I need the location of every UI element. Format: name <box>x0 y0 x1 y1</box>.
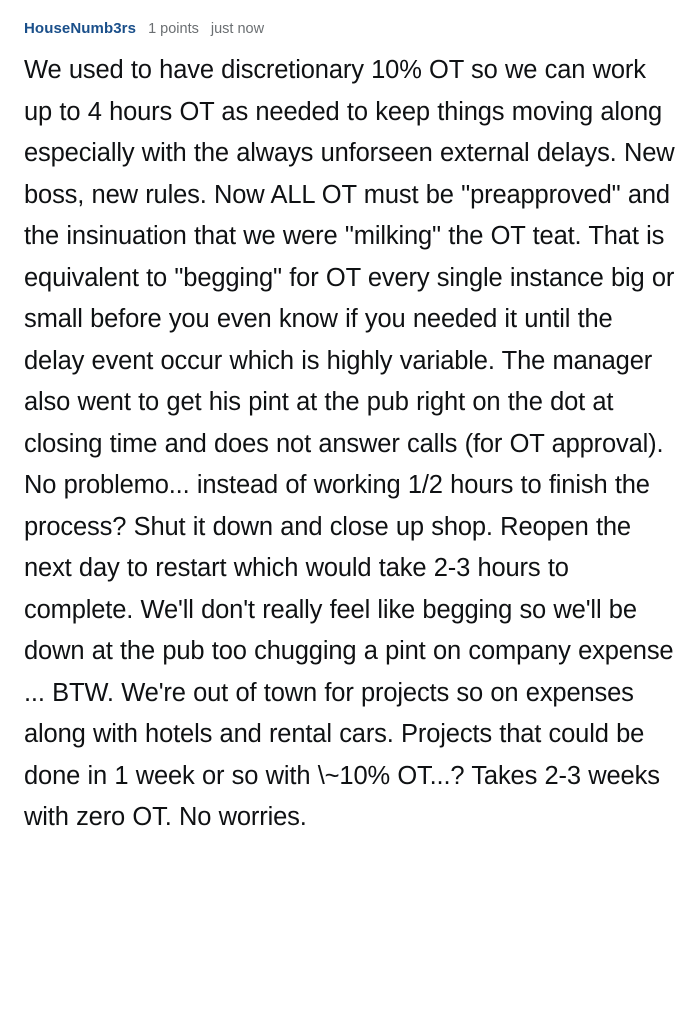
comment-author[interactable]: HouseNumb3rs <box>24 20 137 37</box>
comment-body <box>24 50 678 839</box>
comment-timestamp: just now <box>210 21 265 37</box>
comment-header <box>24 20 678 38</box>
comment-text: We used to have discretionary 10% OT so we can work up to 4 hours OT as needed to keep things moving along especially with the always unforseen external delays. New boss, new rules. Now ALL OT must be "preapproved" and the insinuation that we were "milking" the OT teat. That is equivalent to "begging" for OT every single instance big or small before you even know if you needed it until the delay event occur which is highly variable. The manager also went to get his pint at the pub right on the dot at closing time and does not answer calls (for OT approval). No problemo... instead of working 1/2 hours to finish the process? Shut it down and close up shop. Reopen the next day to restart which would take 2-3 hours to complete. We'll don't really feel like begging so we'll be down at the pub too chugging a pint on company expense ... BTW. We're out of town for projects so on expenses along with hotels and rental cars. Projects that could be done in 1 week or so with \~10% OT...? Takes 2-3 weeks with zero OT. No worries. <box>24 56 675 831</box>
comment-points: 1 points <box>148 21 199 37</box>
